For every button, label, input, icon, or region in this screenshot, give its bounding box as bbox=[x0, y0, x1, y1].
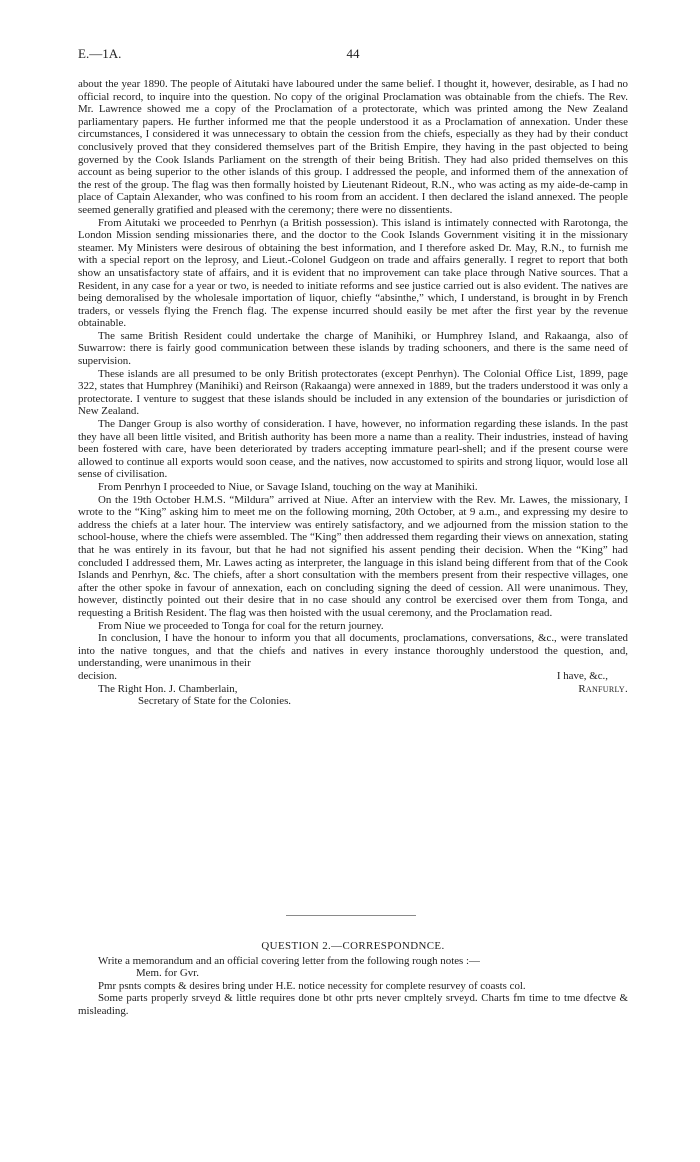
rough-note: Some parts properly srveyd & little requires done bt othr prts never cmpltely srveyd. Charts fm time to tme dfectve & misleading. bbox=[78, 992, 628, 1017]
closing-paragraph: In conclusion, I have the honour to inform you that all documents, proclamations, conversations, &c., were translated into the native tongues, and that the chiefs and natives in every instance thoroughly understood the question, and, understanding, were unanimous in their bbox=[78, 632, 628, 670]
paragraph: about the year 1890. The people of Aitutaki have laboured under the same belief. I thought it, however, desirable, as I had no official record, to inquire into the question. No copy of the original Proclamation was obtainable from the chiefs. The Rev. Mr. Lawrence showed me a copy of the Proclamation of a protectorate, which was printed among the New Zealand parliamentary papers. He further informed me that the people understood it as a Proclamation of annexation. Under these circumstances, I considered it was unnecessary to obtain the cession from the chiefs, especially as they had by their conduct conclusively proved that they considered themselves part of the British Empire, they having in the past objected to being governed by the Cook Islands Parliament on the strength of their being British. They had also prided themselves on this account as being superior to the other islands of this group. I addressed the people, and informed them of the annexation of the rest of the group. The flag was then formally hoisted by Lieutenant Rideout, R.N., who was acting as my aide-de-camp in place of Captain Alexander, who was confined to his room from an accident. I then declared the island annexed. The people seemed generally gratified and pleased with the ceremony; there were no dissentients. bbox=[78, 78, 628, 216]
paragraph: The Danger Group is also worthy of consideration. I have, however, no information regarding these islands. In the past they have all been little visited, and British authority has been more a name than a reality. Their industries, instead of having been fostered with care, have been deteriorated by traders accepting immature pearl-shell; and if the present course were allowed to continue all exports would soon cease, and the natives, now accustomed to spirits and strong liquor, would lose all sense of civilisation. bbox=[78, 418, 628, 481]
paragraph: From Penrhyn I proceeded to Niue, or Savage Island, touching on the way at Manihiki. bbox=[98, 481, 478, 493]
page-number: 44 bbox=[346, 46, 360, 61]
paragraph: From Aitutaki we proceeded to Penrhyn (a British possession). This island is intimately connected with Rarotonga, the London Mission sending missionaries there, and the doctor to the Cook Islands Government visiting it in the missionary steamer. My Ministers were desirous of obtaining the best information, and I therefore asked Dr. May, R.N., to furnish me with a special report on the leprosy, and Lieut.-Colonel Gudgeon on trade and affairs generally. I regret to report that both show an unsatisfactory state of affairs, and it is evident that no improvement can take place through Native sources. That a Resident, in any case for a year or two, is needed to initiate reforms and see justice carried out is also evident. The natives are being demoralised by the wholesale importation of liquor, chiefly “absinthe,” which, I understand, is brought in by French traders, or vessels flying the French flag. The expense incurred should easily be met after the first year by the revenue obtainable. bbox=[78, 216, 628, 330]
letter-body bbox=[78, 78, 628, 708]
paragraph: On the 19th October H.M.S. “Mildura” arrived at Niue. After an interview with the Rev. Mr. Lawes, the missionary, I wrote to the “King” asking him to meet me on the following morning, 20th October, at 9 a.m., and expressing my desire to address the chiefs at a later hour. The interview was entirely satisfactory, and we adjourned from the mission station to the school-house, where the chiefs were assembled. The “King” then addressed them regarding their views on annexation, stating that he was entirely in its favour, but that he had not signified his assent pending their decision. When the “King” had concluded I addressed them, Mr. Lawes acting as interpreter, the language in this island being different from that of the Cook Islands and Penrhyn, &c. The chiefs, after a short consultation with the members present from their respective villages, one after the other spoke in favour of annexation, each on concluding signing the deed of cession. All were unanimous. They, however, distinctly pointed out their desire that in no case should any control be exercised over them from Tonga, and requesting a British Resident. The flag was then hoisted with the usual ceremony, and the Proclamation read. bbox=[78, 493, 628, 619]
paragraph: The same British Resident could undertake the charge of Manihiki, or Humphrey Island, and Rakaanga, also of Suwarrow: there is fairly good communication between these islands by trading schooners, and there is the same need of supervision. bbox=[78, 329, 628, 368]
paragraph: From Niue we proceeded to Tonga for coal for the return journey. bbox=[98, 619, 384, 632]
document-reference: E.—1A. bbox=[78, 46, 122, 61]
section-divider bbox=[286, 915, 416, 916]
sign-off: I have, &c., bbox=[556, 669, 608, 682]
memo-heading: Mem. for Gvr. bbox=[136, 967, 199, 980]
addressee-title: Secretary of State for the Colonies. bbox=[138, 695, 292, 708]
rough-note: Pmr psnts compts & desires bring under H.E. notice necessity for complete resurvey of coasts col. bbox=[98, 979, 526, 992]
signature: Ranfurly. bbox=[578, 682, 628, 695]
addressee: The Right Hon. J. Chamberlain, bbox=[98, 682, 238, 695]
question-title: QUESTION 2.—CORRESPONDNCE. bbox=[261, 940, 445, 952]
question-instruction: Write a memorandum and an official covering letter from the following rough notes :— bbox=[98, 954, 480, 967]
closing-line bbox=[78, 670, 628, 683]
signature-row bbox=[78, 683, 628, 696]
page-header bbox=[78, 46, 628, 64]
paragraph: These islands are all presumed to be only British protectorates (except Penrhyn). The Colonial Office List, 1899, page 322, states that Humphrey (Manihiki) and Reirson (Rakaanga) were annexed in 1889, but the traders understood it was only a protectorate. I venture to suggest that these islands should be included in any extension of the boundaries or jurisdiction of New Zealand. bbox=[78, 367, 628, 418]
closing-last-word: decision. bbox=[78, 669, 118, 682]
question-section bbox=[78, 940, 628, 1018]
